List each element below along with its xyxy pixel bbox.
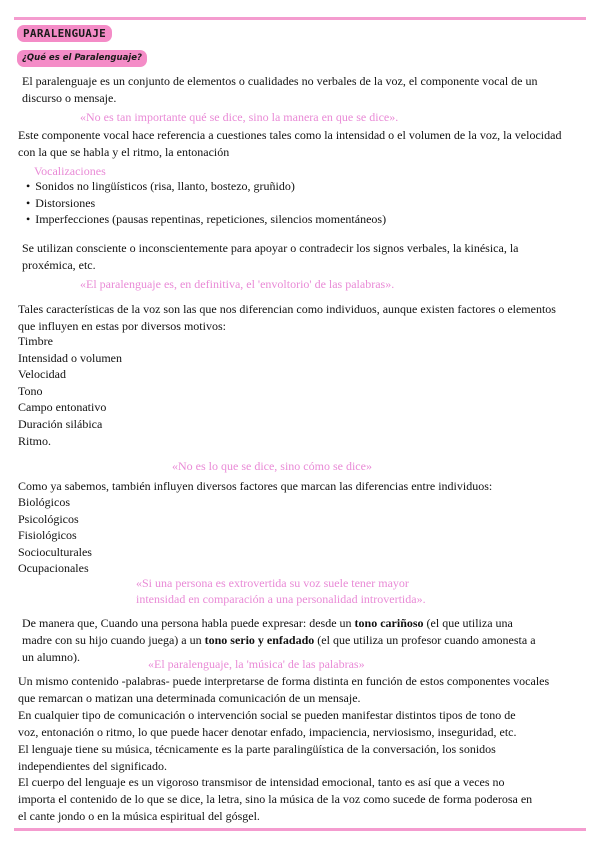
list-item: Ocupacionales bbox=[18, 561, 89, 576]
quote-4-line-2: intensidad en comparación a una personalidad introvertida». bbox=[136, 592, 426, 606]
component-line-2: con la que se habla y el ritmo, la entonación bbox=[18, 145, 230, 159]
quote-5: «El paralenguaje, la 'música' de las palabras» bbox=[148, 657, 365, 671]
list-item: Timbre bbox=[18, 334, 53, 348]
closing-line-8: importa el contenido de lo que se dice, la letra, sino la música de la voz como sucede de forma poderosa en bbox=[18, 792, 533, 806]
intro-line-2: discurso o mensaje. bbox=[22, 91, 117, 105]
list-item: Velocidad bbox=[18, 367, 66, 382]
factors-list bbox=[18, 494, 92, 577]
quote-2: «El paralenguaje es, en definitiva, el 'envoltorio' de las palabras». bbox=[80, 277, 395, 291]
list-item: Biológicos bbox=[18, 495, 71, 509]
tone-line-1: De manera que, Cuando una persona habla puede expresar: desde un tono cariñoso (el que utiliza una bbox=[22, 616, 513, 630]
vocalizations-heading: Vocalizaciones bbox=[34, 164, 106, 178]
tone-line-3: un alumno). bbox=[22, 650, 80, 664]
list-item: • Distorsiones bbox=[26, 195, 386, 212]
intro-line-1: El paralenguaje es un conjunto de elementos o cualidades no verbales de la voz, el componente vocal de un bbox=[22, 74, 538, 88]
list-item: Psicológicos bbox=[18, 511, 79, 526]
characteristics-list bbox=[18, 333, 122, 449]
usage-line-2: proxémica, etc. bbox=[22, 258, 96, 272]
quote-4-line-1: «Si una persona es extrovertida su voz suele tener mayor bbox=[136, 576, 409, 590]
quote-3: «No es lo que se dice, sino cómo se dice» bbox=[172, 459, 372, 473]
page-title: PARALENGUAJE bbox=[17, 25, 112, 42]
closing-line-2: que remarcan o matizan una determinada comunicación de un mensaje. bbox=[18, 691, 361, 705]
closing-line-7: El cuerpo del lenguaje es un vigoroso transmisor de intensidad emocional, tanto es así que a veces no bbox=[18, 775, 505, 789]
list-item: Campo entonativo bbox=[18, 400, 107, 415]
closing-line-1: Un mismo contenido -palabras- puede interpretarse de forma distinta en función de estos componentes vocales bbox=[18, 674, 550, 688]
closing-line-3: En cualquier tipo de comunicación o intervención social se pueden manifestar distintos tipos de tono de bbox=[18, 708, 516, 722]
characteristics-intro-line-2: que influyen en estas por diversos motivos: bbox=[18, 319, 226, 333]
quote-1: «No es tan importante qué se dice, sino la manera en que se dice». bbox=[80, 110, 399, 124]
tone-affectionate: tono cariñoso bbox=[354, 616, 424, 630]
usage-line-1: Se utilizan consciente o inconscientemente para apoyar o contradecir los signos verbales, la kinésica, la bbox=[22, 241, 519, 255]
component-line-1: Este componente vocal hace referencia a cuestiones tales como la intensidad o el volumen de la voz, la velocidad bbox=[18, 128, 562, 142]
list-item: Socioculturales bbox=[18, 544, 92, 559]
characteristics-intro-line-1: Tales características de la voz son las que nos diferencian como individuos, aunque existen factores o elementos bbox=[18, 302, 556, 316]
closing-line-6: independientes del significado. bbox=[18, 759, 167, 773]
tone-line-2: madre con su hijo cuando juega) a un tono serio y enfadado (el que utiliza un profesor cuando amonesta a bbox=[22, 633, 536, 647]
bottom-divider bbox=[14, 828, 586, 831]
list-item: Tono bbox=[18, 383, 43, 398]
list-item: Intensidad o volumen bbox=[18, 350, 122, 365]
tone-serious: tono serio y enfadado bbox=[204, 633, 315, 647]
list-item: Fisiológicos bbox=[18, 528, 77, 543]
vocalizations-list bbox=[26, 178, 386, 228]
closing-line-4: voz, entonación o ritmo, lo que puede hacer denotar enfado, impaciencia, nerviosismo, inseguridad, etc. bbox=[18, 725, 517, 739]
factors-intro: Como ya sabemos, también influyen diversos factores que marcan las diferencias entre individuos: bbox=[18, 479, 493, 493]
list-item: • Sonidos no lingüísticos (risa, llanto, bostezo, gruñido) bbox=[26, 178, 386, 195]
list-item: Ritmo. bbox=[18, 433, 52, 448]
top-divider bbox=[14, 17, 586, 20]
list-item: • Imperfecciones (pausas repentinas, repeticiones, silencios momentáneos) bbox=[26, 211, 386, 228]
list-item: Duración silábica bbox=[18, 416, 103, 431]
closing-line-5: El lenguaje tiene su música, técnicamente es la parte paralingüística de la conversación, los sonidos bbox=[18, 742, 496, 756]
closing-line-9: el cante jondo o en la música espiritual del gósgel. bbox=[18, 809, 260, 823]
section-subtitle: ¿Qué es el Paralenguaje? bbox=[17, 50, 147, 67]
